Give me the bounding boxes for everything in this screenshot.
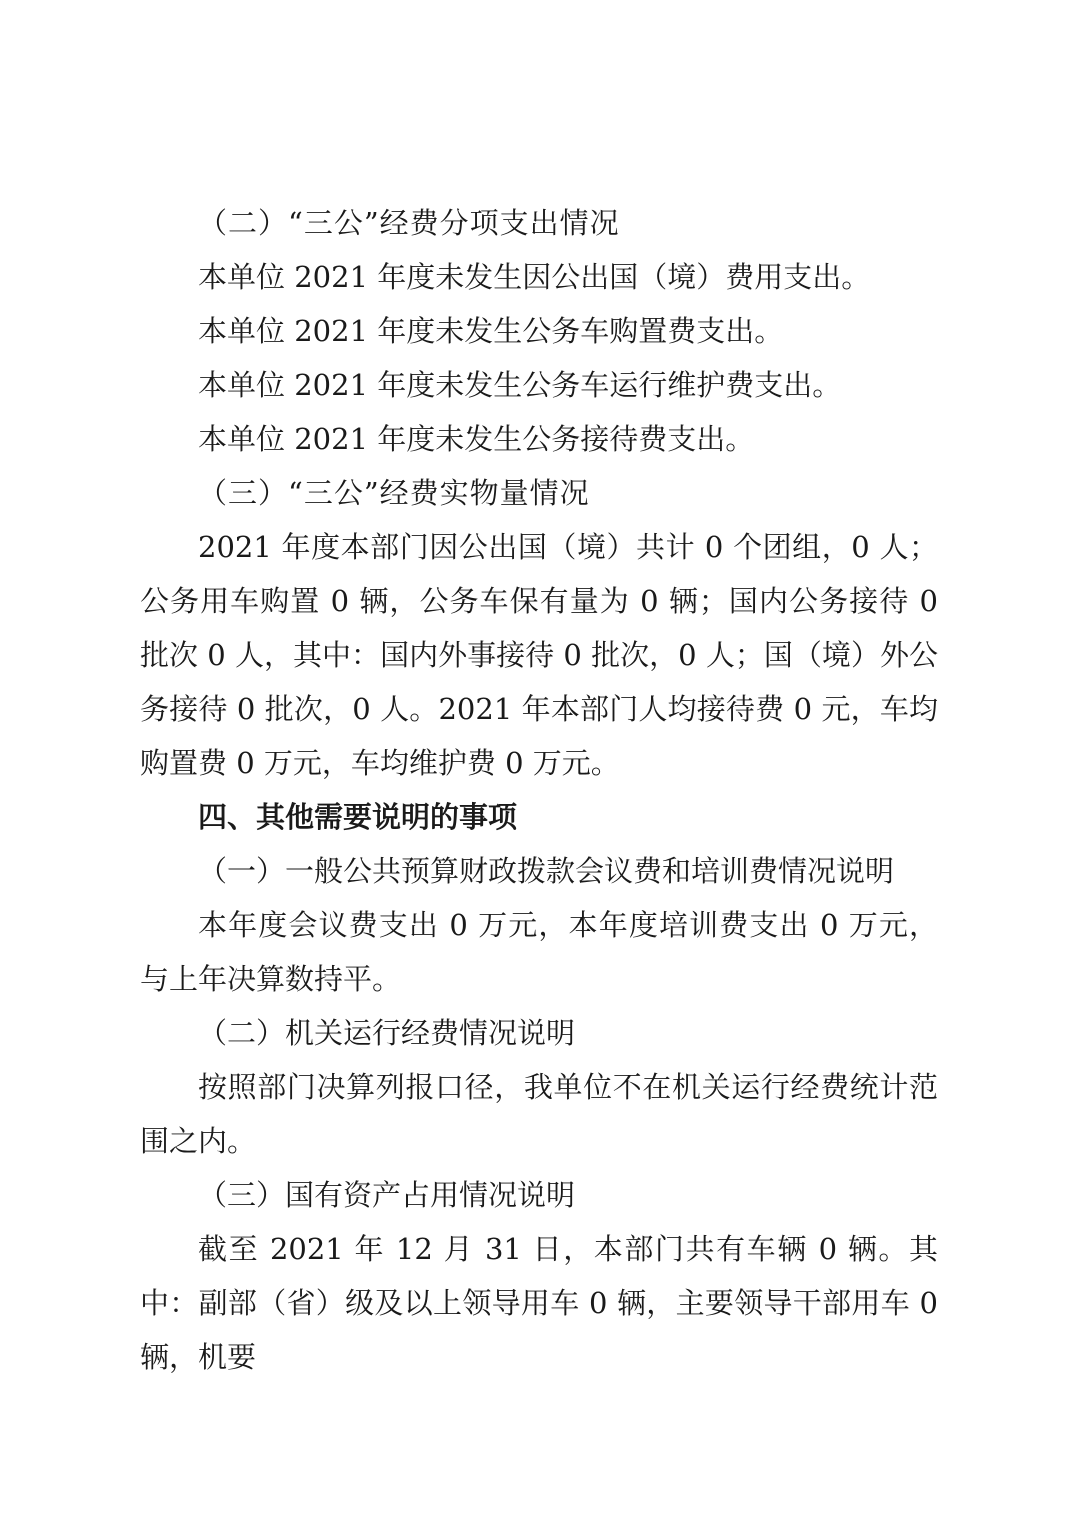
paragraph-reception: 本单位 2021 年度未发生公务接待费支出。	[198, 422, 755, 456]
section-heading-state-assets: （三）国有资产占用情况说明	[198, 1178, 576, 1212]
section-heading-operating-funds: （二）机关运行经费情况说明	[198, 1016, 576, 1050]
paragraph-meeting-training: 本年度会议费支出 0 万元，本年度培训费支出 0 万元，与上年决算数持平。	[140, 908, 938, 996]
section-heading-other-matters: 四、其他需要说明的事项	[198, 800, 518, 834]
section-heading-meeting-training: （一）一般公共预算财政拨款会议费和培训费情况说明	[198, 854, 895, 888]
paragraph-vehicle-purchase: 本单位 2021 年度未发生公务车购置费支出。	[198, 314, 784, 348]
paragraph-vehicle-maintenance: 本单位 2021 年度未发生公务车运行维护费支出。	[198, 368, 842, 402]
paragraph-overseas-travel: 本单位 2021 年度未发生因公出国（境）费用支出。	[198, 260, 871, 294]
paragraph-quantity-details: 2021 年度本部门因公出国（境）共计 0 个团组，0 人；公务用车购置 0 辆，公务车保有量为 0 辆；国内公务接待 0 批次 0 人，其中：国内外事接待 0 批次，0 人；国（境）外公务接待 0 批次，0 人。2021 年本部门人均接待费 0 元，车均购置费 0 万元，车均维护费 0 万元。	[140, 530, 938, 780]
paragraph-operating-funds: 按照部门决算列报口径，我单位不在机关运行经费统计范围之内。	[140, 1070, 938, 1158]
paragraph-state-assets: 截至 2021 年 12 月 31 日，本部门共有车辆 0 辆。其中：副部（省）级及以上领导用车 0 辆，主要领导干部用车 0 辆，机要	[140, 1232, 938, 1374]
section-heading-three-public-quantity: （三）“三公”经费实物量情况	[198, 476, 590, 510]
document-body	[140, 196, 938, 1384]
section-heading-three-public-items: （二）“三公”经费分项支出情况	[198, 206, 620, 240]
